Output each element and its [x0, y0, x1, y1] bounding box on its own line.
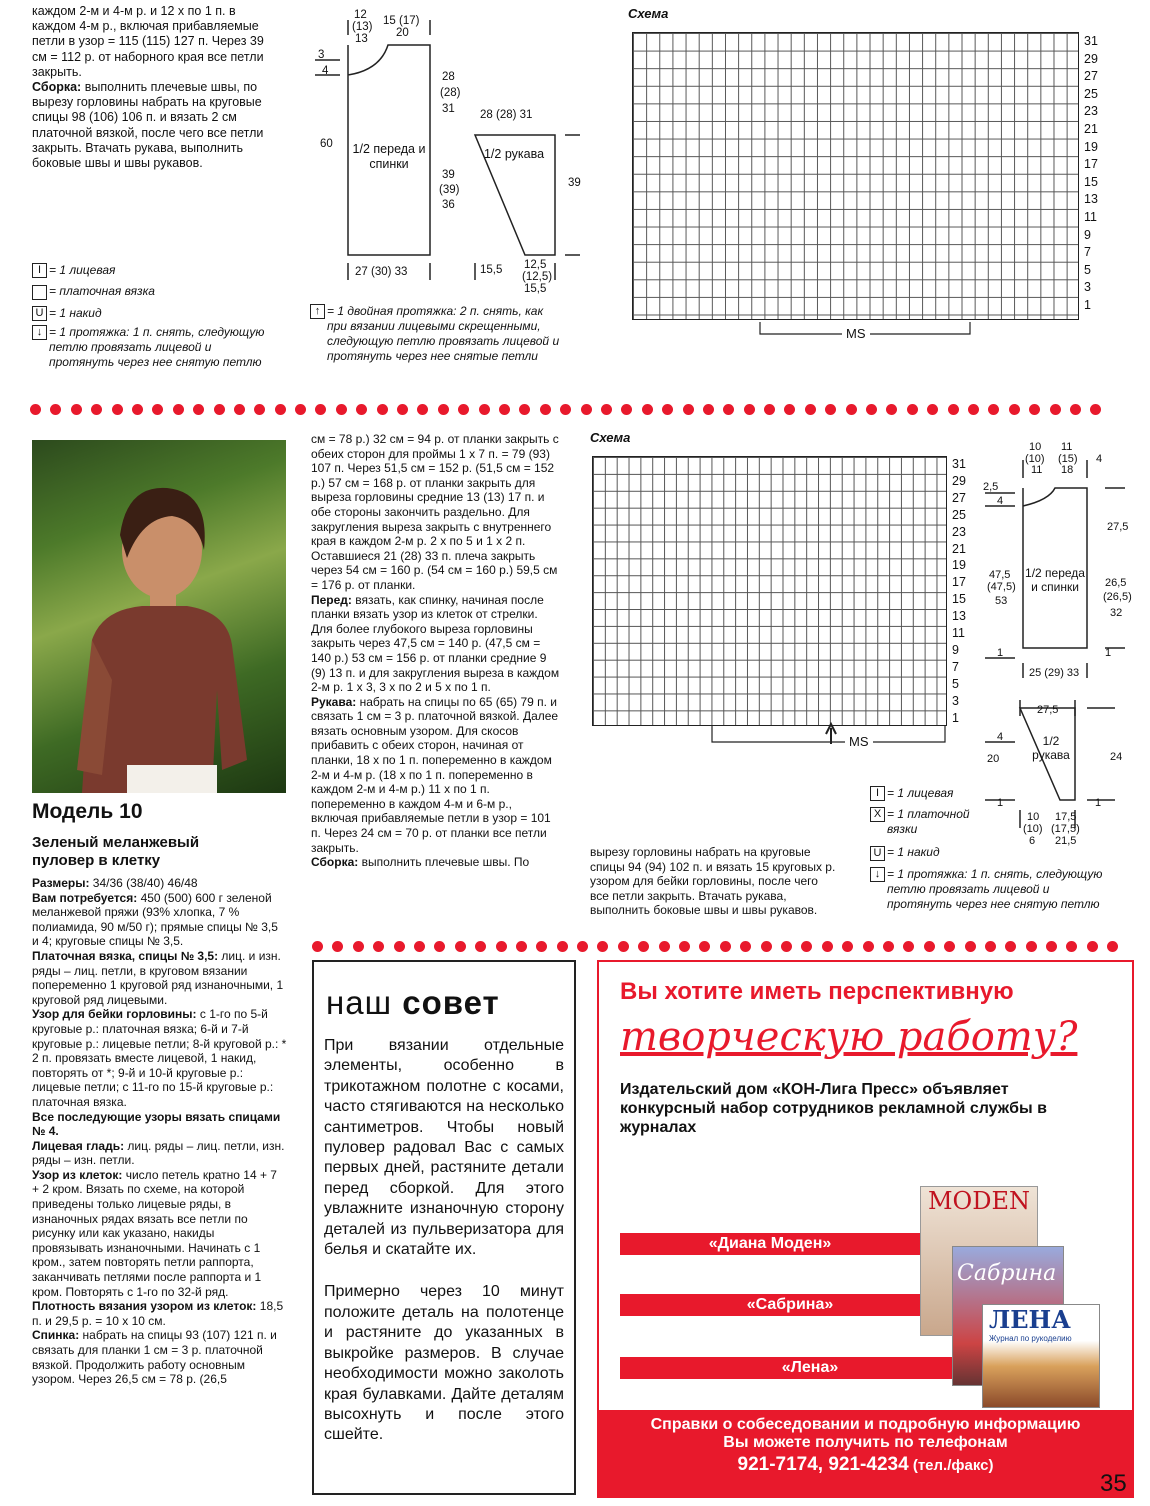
schema-title: Схема [628, 6, 669, 21]
svg-text:24: 24 [1110, 751, 1123, 763]
dot [577, 941, 588, 952]
dim: (39) [439, 184, 460, 196]
front-back-label-2: 1/2 переда и спинки [1025, 566, 1085, 594]
svg-text:2,5: 2,5 [983, 481, 999, 493]
dot [356, 404, 367, 415]
legend-1 [32, 263, 272, 370]
dot [254, 404, 265, 415]
svg-text:1: 1 [997, 797, 1004, 809]
svg-text:27,5: 27,5 [1037, 704, 1059, 716]
legend-item: ↓ = 1 протяжка: 1 п. снять, следующую петлю провязать лицевой и протянуть через нее снятую петлю [870, 867, 1110, 912]
middle-text: см = 78 р.) 32 см = 94 р. от планки закрыть с обеих сторон для проймы 1 х 7 п. = 79 (93) 107 п. Через 51,5 см = 152 р. (51,5 см = 152 р.) 57 см = 168 р. от планки закрыть для выреза горловины средние 13 (13) 17 п. и обе стороны закончить раздельно. Для закругления выреза закрыть с внутреннего края в каждом 2-м р. 2 х по 5 и 1 х 2 п. Оставшиеся 21 (28) 33 п. плеча закрыть через 54 см = 160 р. (54 см = 160 р.) 59,5 см = 176 р. от планки. Перед: вязать, как спинку, начиная после планки вязать узор из клеток от стрелки. Для более глубокого выреза горловины закрыть через 47,5 см = 140 р. (47,5 см = 140 р.) 53 см = 156 р. от планки средние 9 (9) 13 п. и для закругления выреза в каждом 2-м р. 1 х 3, 3 х по 2 и 5 х по 1 п. Рукава: набрать на спицы по 65 (65) 79 п. и связать 1 см = 3 р. платочной вязкой. Далее вязать основным узором. Для скосов прибавить с обеих сторон, начиная от планки, 18 х по 1 п. попеременно в каждом 2-м и 4-м р. (18 х по 1 п. попеременно в каждом 2-м и 4-м р.) 11 х по 1 п. попеременно в каждом 4-м и 6-м р., включая прибавляемые петли в узор = 101 п. Через 24 см = 70 р. от планки все петли закрыть. Сборка: выполнить плечевые швы. По [311, 432, 560, 870]
dot [683, 404, 694, 415]
dot [699, 941, 710, 952]
dot [475, 941, 486, 952]
dot [805, 404, 816, 415]
model-subtitle: Зеленый меланжевый пуловер в клетку [32, 834, 200, 869]
assembly-text: выполнить плечевые швы, по вырезу горловины набрать на круговые спицы 98 (106) 106 п. и вязать 2 см платочной вязкой, после чего все петли закрыть. Втачать рукава, выполнить боковые швы и швы рукавов. [32, 80, 264, 171]
dot [438, 404, 449, 415]
dim: 13 [355, 33, 368, 45]
dot [985, 941, 996, 952]
magazine-cover-sabrina: Сабрина [952, 1246, 1064, 1386]
dot [621, 404, 632, 415]
svg-text:(15): (15) [1058, 453, 1078, 465]
dot [479, 404, 490, 415]
svg-text:10: 10 [1029, 441, 1042, 453]
svg-text:18: 18 [1061, 464, 1074, 476]
dot [903, 941, 914, 952]
svg-text:53: 53 [995, 595, 1008, 607]
dot [373, 941, 384, 952]
svg-text:(10): (10) [1023, 823, 1043, 835]
schema-grid-2 [592, 456, 947, 726]
dot [332, 941, 343, 952]
dot [948, 404, 959, 415]
ad-headline: Вы хотите иметь перспективную [620, 978, 1014, 1005]
top-left-text [32, 4, 282, 171]
svg-text:10: 10 [1027, 811, 1040, 823]
dot [720, 941, 731, 952]
dot [825, 404, 836, 415]
row-numbers-1: 31 29 27 25 23 21 19 17 15 13 11 9 7 5 3 1 [1084, 34, 1098, 312]
legend-item: U = 1 накид [870, 845, 1110, 860]
magazine-cover-lena: ЛЕНА Журнал по рукоделию [982, 1304, 1100, 1408]
dot [536, 941, 547, 952]
ad-mag-banner-3: «Лена» [620, 1357, 1000, 1379]
dot [557, 941, 568, 952]
dot [214, 404, 225, 415]
dot [1070, 404, 1081, 415]
dot [132, 404, 143, 415]
slip-symbol: ↓ [32, 325, 47, 340]
advice-box [312, 960, 576, 1495]
svg-text:1: 1 [997, 647, 1004, 659]
svg-text:1: 1 [1095, 797, 1102, 809]
dot [886, 404, 897, 415]
ad-mag-banner-2: «Сабрина» [620, 1294, 960, 1316]
model-photo [32, 440, 286, 793]
dot [601, 404, 612, 415]
dot [30, 404, 41, 415]
dot [1107, 941, 1118, 952]
dot [927, 404, 938, 415]
svg-text:4: 4 [1096, 453, 1103, 465]
dot [496, 941, 507, 952]
dot [703, 404, 714, 415]
dot [744, 404, 755, 415]
dim: 4 [322, 65, 329, 77]
svg-text:6: 6 [1029, 835, 1036, 847]
dot [434, 941, 445, 952]
svg-text:26,5: 26,5 [1105, 577, 1127, 589]
dot [924, 941, 935, 952]
dot [499, 404, 510, 415]
svg-text:(47,5): (47,5) [987, 581, 1016, 593]
dot [764, 404, 775, 415]
dim: 60 [320, 138, 333, 150]
dot [723, 404, 734, 415]
dot [1046, 941, 1057, 952]
dim: 3 [318, 49, 325, 61]
ms-label: MS [842, 326, 870, 341]
svg-text:47,5: 47,5 [989, 569, 1011, 581]
dim: 28 [442, 71, 455, 83]
dim: 15 (17) [383, 15, 420, 27]
dim: 15,5 [524, 283, 547, 295]
svg-text:20: 20 [987, 753, 1000, 765]
svg-text:11: 11 [1031, 464, 1043, 476]
model-text: Размеры: 34/36 (38/40) 46/48 Вам потребуется: 450 (500) 600 г зеленой меланжевой пряжи (93% хлопка, 7 % полиамида, 90 м/50 г); прямые спицы № 3,5 и 4; круговые спицы № 3,5. Платочная вязка, спицы № 3,5: лиц. и изн. ряды – лиц. петли, в круговом вязании попеременно 1 круговой ряд изнаночными, 1 круговой ряд лицевыми. Узор для бейки горловины: с 1-го по 5-й круговые р.: платочная вязка; 6-й и 7-й круговые р.: лицевые петли; 8-й круговой р.: * 2 п. провязать вместе лицевой, 1 накид, повторять от *; 9-й и 10-й круговые р.: лицевые петли; с 11-го по 15-й круговые р.: платочная вязка. Все последующие узоры вязать спицами № 4. Лицевая гладь: лиц. ряды – лиц. петли, изн. ряды – изн. петли. Узор из клеток: число петель кратно 14 + 7 + 2 кром. Вязать по схеме, на которой приведены только лицевые ряды, в изнаночных рядах вязать все петли по рисунку или как указано, накиды провязывать изнаночными. Начинать с 1 кром., затем повторять петли раппорта, заканчивать петлями после раппорта и 1 кром. Повторять с 1-го по 32-й ряд. Плотность вязания узором из клеток: 18,5 п. и 29,5 р. = 10 х 10 см. Спинка: набрать на спицы 93 (107) 121 п. и связать для планки 1 см = 3 р. платочной вязкой. Продолжить работу основным узором. Через 26,5 см = 78 р. (26,5 [32, 876, 287, 1387]
legend-item: X = 1 платочной вязки [870, 807, 990, 837]
front-back-label: 1/2 переда и спинки [352, 142, 426, 171]
yarn-over-symbol: U [32, 306, 47, 321]
dot [353, 941, 364, 952]
dot [336, 404, 347, 415]
dim: 15,5 [480, 264, 503, 276]
pattern-diagram-1 [300, 0, 600, 300]
garter-symbol [32, 285, 47, 300]
dot [642, 404, 653, 415]
dot [193, 404, 204, 415]
dot [638, 941, 649, 952]
paragraph: каждом 2-м и 4-м р. и 12 х по 1 п. в каждом 4-м р., включая прибавляемые петли в узор = 115 (115) 127 п. Через 39 см = 112 р. от наборного края все петли закрыть. [32, 4, 264, 79]
dot [883, 941, 894, 952]
dot [968, 404, 979, 415]
dot [1029, 404, 1040, 415]
dot [1066, 941, 1077, 952]
advice-title: наш совет [326, 984, 500, 1021]
knit-symbol: I [32, 263, 47, 278]
dim: 12 [354, 9, 367, 21]
dot [173, 404, 184, 415]
dot [907, 404, 918, 415]
svg-text:21,5: 21,5 [1055, 835, 1077, 847]
dot [1009, 404, 1020, 415]
dot [152, 404, 163, 415]
dot [516, 941, 527, 952]
ad-footer: Справки о собеседовании и подробную информацию Вы можете получить по телефонам 921-7174, 921-4234 (тел./факс) [597, 1410, 1134, 1498]
svg-text:(17,5): (17,5) [1051, 823, 1080, 835]
advice-p2: Примерно через 10 минут положите деталь на полотенце и растяните до указанных в выкройке размеров. В случае необходимости можно заколоть края булавками. Дайте деталям высохнуть и после этого сшейте. [324, 1283, 564, 1444]
dot [275, 404, 286, 415]
dot [761, 941, 772, 952]
legend-item: = платочная вязка [32, 284, 272, 299]
ad-headline-2: творческую работу? [620, 1014, 1078, 1060]
page-number: 35 [1100, 1470, 1127, 1497]
dim: 28 (28) 31 [480, 109, 533, 121]
dot [560, 404, 571, 415]
dot [1026, 941, 1037, 952]
dotted-divider-2 [312, 938, 1130, 952]
advice-p1: При вязании отдельные элементы, особенно в трикотажном полотне с косами, часто стягиваются на несколько сантиметров. Чтобы новый пуловер радовал Вас с самых первых дней, растяните детали перед сборкой. Для этого увлажните изнаночную сторону деталей из пульверизатора для белья и скатайте их. [324, 1037, 564, 1259]
svg-text:27,5: 27,5 [1107, 521, 1129, 533]
dot [50, 404, 61, 415]
double-slip-symbol: ↑ [310, 304, 325, 319]
dim: (12,5) [522, 271, 553, 283]
svg-text:17,5: 17,5 [1055, 811, 1077, 823]
dot [112, 404, 123, 415]
ms-bracket-2 [700, 722, 960, 752]
dot [1090, 404, 1101, 415]
dot [540, 404, 551, 415]
dot [315, 404, 326, 415]
svg-text:4: 4 [997, 495, 1004, 507]
dot [842, 941, 853, 952]
dot [91, 404, 102, 415]
dim: 39 [442, 169, 455, 181]
dotted-divider [30, 401, 1130, 415]
sleeve-label-2: 1/2 рукава [1032, 734, 1070, 762]
dot [377, 404, 388, 415]
dot [988, 404, 999, 415]
dot [866, 404, 877, 415]
dot [1050, 404, 1061, 415]
dot [597, 941, 608, 952]
dot [781, 941, 792, 952]
dot [944, 941, 955, 952]
dot [519, 404, 530, 415]
dot [397, 404, 408, 415]
dim: 31 [442, 103, 455, 115]
dot [455, 941, 466, 952]
dot [417, 404, 428, 415]
dot [618, 941, 629, 952]
legend-2 [870, 786, 1110, 912]
dim: 27 (30) 33 [355, 266, 408, 278]
schema-grid-1 [632, 32, 1079, 320]
svg-text:1: 1 [1105, 647, 1112, 659]
dot [394, 941, 405, 952]
schema2-continuation: вырезу горловины набрать на круговые спицы 94 (94) 102 п. и вязать 15 круговых р. узором для бейки горловины, после чего все петли закрыть. Втачать рукава, выполнить боковые швы и швы рукавов. [590, 845, 836, 918]
row-numbers-2: 31 29 27 25 23 21 19 17 15 13 11 9 7 5 3 1 [952, 457, 966, 725]
legend-item-double: ↑ = 1 двойная протяжка: 2 п. снять, как при вязании лицевыми скрещенными, следующую петлю провязать лицевой и протянуть через нее снятые петли [310, 304, 565, 364]
legend-item: U = 1 накид [32, 306, 272, 321]
dot [740, 941, 751, 952]
magazine-cover-moden: MODEN [920, 1186, 1038, 1336]
assembly-label: Сборка: [32, 80, 82, 95]
dot [295, 404, 306, 415]
dim: 20 [396, 27, 409, 39]
legend-item: I = 1 лицевая [32, 263, 272, 278]
dot [822, 941, 833, 952]
dim: 39 [568, 177, 581, 189]
model-section [32, 800, 287, 1387]
dim: (28) [440, 87, 461, 99]
dot [784, 404, 795, 415]
svg-text:25 (29) 33: 25 (29) 33 [1029, 667, 1080, 679]
dot [659, 941, 670, 952]
svg-text:32: 32 [1110, 607, 1123, 619]
ad-mag-banner-1: «Диана Моден» [620, 1233, 920, 1255]
dot [312, 941, 323, 952]
dot [846, 404, 857, 415]
dot [414, 941, 425, 952]
dot [1087, 941, 1098, 952]
svg-text:11: 11 [1061, 441, 1073, 453]
dim: (13) [352, 21, 373, 33]
svg-text:4: 4 [997, 731, 1004, 743]
dot [679, 941, 690, 952]
legend-item: ↓ = 1 протяжка: 1 п. снять, следующую петлю провязать лицевой и протянуть через нее снятую петлю [32, 325, 272, 370]
dim: 12,5 [524, 259, 547, 271]
legend-item: I = 1 лицевая [870, 786, 1110, 801]
dot [863, 941, 874, 952]
dot [965, 941, 976, 952]
woman-figure [32, 440, 286, 793]
dim: 36 [442, 199, 455, 211]
dot [801, 941, 812, 952]
ad-body: Издательский дом «КОН-Лига Пресс» объявляет конкурсный набор сотрудников рекламной службы в журналах [620, 1081, 1047, 1136]
schema-title-2: Схема [590, 430, 631, 445]
dot [581, 404, 592, 415]
model-title: Модель 10 [32, 800, 143, 823]
sleeve-label: 1/2 рукава [483, 147, 545, 161]
dot [458, 404, 469, 415]
dot [662, 404, 673, 415]
dot [234, 404, 245, 415]
dot [71, 404, 82, 415]
dot [1005, 941, 1016, 952]
svg-text:(10): (10) [1025, 453, 1045, 465]
svg-text:(26,5): (26,5) [1103, 591, 1132, 603]
ms-label-2: MS [845, 734, 873, 749]
